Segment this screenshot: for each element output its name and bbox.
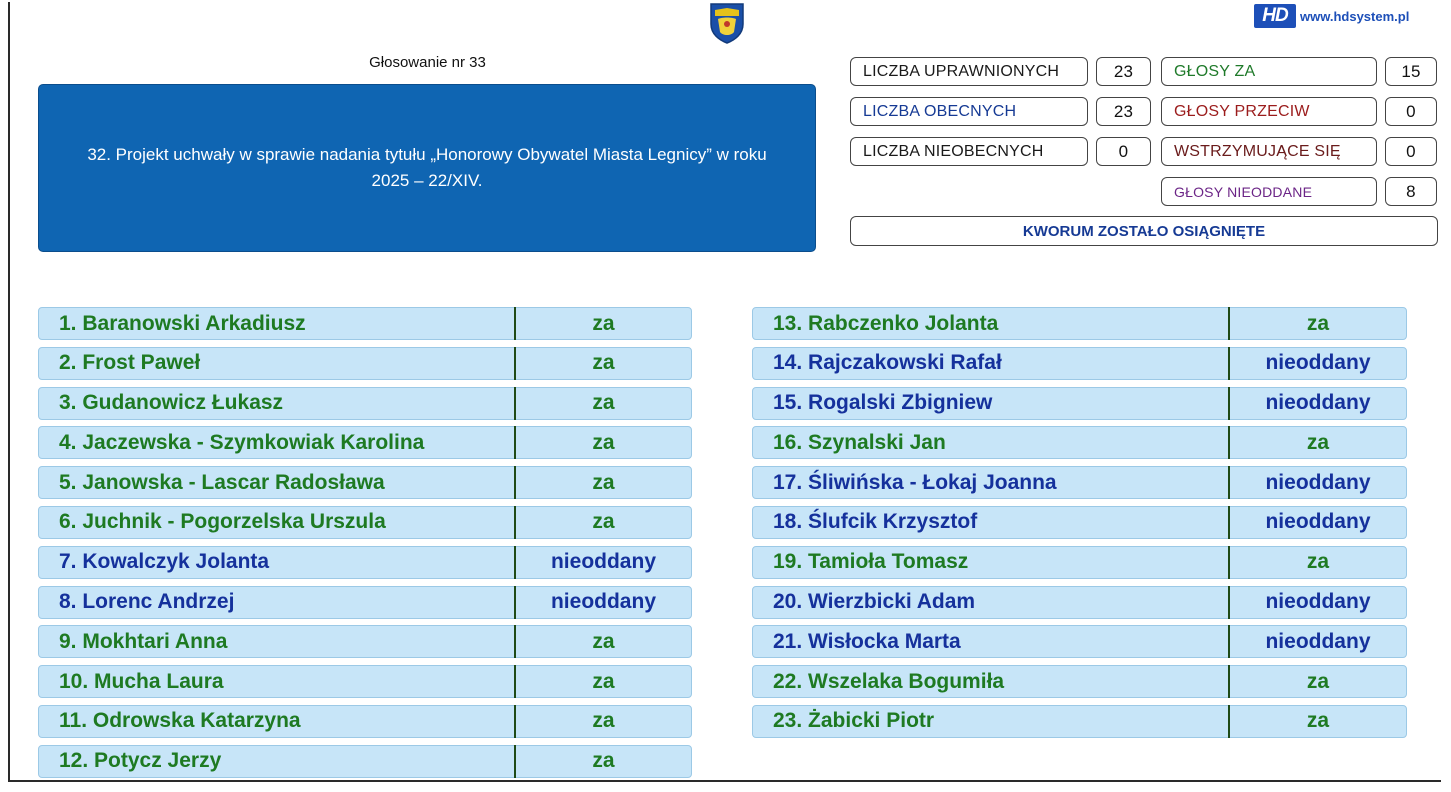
stat-nieoddane-value: 8	[1385, 177, 1437, 206]
voter-vote: za	[592, 470, 615, 494]
stat-nieoddane-label: GŁOSY NIEODDANE	[1161, 177, 1377, 206]
voter-row	[38, 586, 692, 619]
voter-vote: za	[592, 709, 615, 733]
logo-url: www.hdsystem.pl	[1300, 8, 1410, 24]
voter-vote: nieoddany	[550, 550, 656, 574]
voter-vote: za	[1306, 430, 1330, 454]
voter-row	[38, 625, 692, 658]
voter-row	[38, 466, 692, 499]
voter-row	[38, 546, 692, 579]
voter-vote: nieoddany	[1265, 510, 1371, 534]
voter-row	[752, 586, 1407, 619]
hd-logo-mark: HD	[1254, 4, 1296, 28]
voter-vote: za	[592, 510, 615, 534]
voters-column-right	[752, 307, 1407, 745]
voter-vote: nieoddany	[1265, 590, 1371, 614]
stat-nieobecnych-label: LICZBA NIEOBECNYCH	[850, 137, 1088, 166]
voter-name: 4. Jaczewska - Szymkowiak Karolina	[59, 430, 425, 454]
voter-name: 2. Frost Paweł	[59, 351, 201, 375]
stat-wstrzymujace-label: WSTRZYMUJĄCE SIĘ	[1161, 137, 1377, 166]
voter-vote: za	[1306, 550, 1330, 574]
voter-name: 15. Rogalski Zbigniew	[773, 391, 993, 415]
voter-vote: za	[1306, 311, 1330, 335]
voter-vote: nieoddany	[550, 590, 656, 614]
voter-row	[38, 705, 692, 738]
voter-vote: nieoddany	[1265, 351, 1371, 375]
voter-name: 11. Odrowska Katarzyna	[59, 709, 301, 733]
quorum-status: KWORUM ZOSTAŁO OSIĄGNIĘTE	[850, 216, 1438, 246]
voter-row	[752, 625, 1407, 658]
voter-vote: za	[592, 629, 615, 653]
voter-vote: nieoddany	[1265, 391, 1371, 415]
voter-vote: za	[1306, 669, 1330, 693]
stat-przeciw-value: 0	[1385, 97, 1437, 126]
voter-name: 1. Baranowski Arkadiusz	[59, 311, 306, 335]
voter-vote: za	[592, 749, 615, 773]
voter-name: 17. Śliwińska - Łokaj Joanna	[773, 470, 1057, 494]
voter-name: 18. Ślufcik Krzysztof	[773, 510, 978, 534]
voter-row	[38, 506, 692, 539]
voter-vote: za	[592, 311, 615, 335]
voter-row	[752, 506, 1407, 539]
voter-name: 12. Potycz Jerzy	[59, 749, 222, 773]
vote-title: Głosowanie nr 33	[369, 54, 486, 71]
voter-name: 7. Kowalczyk Jolanta	[59, 550, 270, 574]
stat-uprawnionych-value: 23	[1096, 57, 1151, 86]
voter-name: 8. Lorenc Andrzej	[59, 590, 235, 614]
voter-row	[38, 387, 692, 420]
voter-row	[38, 426, 692, 459]
stat-obecnych-label: LICZBA OBECNYCH	[850, 97, 1088, 126]
motion-text: 32. Projekt uchwały w sprawie nadania tytułu „Honorowy Obywatel Miasta Legnicy” w roku 2025 – 22/XIV.	[87, 145, 767, 190]
city-crest-icon	[709, 2, 745, 44]
voter-name: 10. Mucha Laura	[59, 669, 224, 693]
voter-name: 21. Wisłocka Marta	[773, 629, 961, 653]
stat-wstrzymujace-value: 0	[1385, 137, 1437, 166]
voter-name: 5. Janowska - Lascar Radosława	[59, 470, 385, 494]
voter-row	[752, 387, 1407, 420]
voter-name: 23. Żabicki Piotr	[773, 709, 935, 733]
voter-vote: za	[592, 391, 615, 415]
voter-name: 13. Rabczenko Jolanta	[773, 311, 999, 335]
stat-za-value: 15	[1385, 57, 1437, 86]
voter-row	[38, 307, 692, 340]
voter-row	[752, 347, 1407, 380]
voter-row	[752, 705, 1407, 738]
voter-name: 6. Juchnik - Pogorzelska Urszula	[59, 510, 386, 534]
voter-vote: za	[1306, 709, 1330, 733]
voter-name: 9. Mokhtari Anna	[59, 629, 228, 653]
voter-row	[752, 307, 1407, 340]
voter-name: 22. Wszelaka Bogumiła	[773, 669, 1005, 693]
stat-obecnych-value: 23	[1096, 97, 1151, 126]
voter-row	[38, 665, 692, 698]
voter-row	[752, 546, 1407, 579]
voter-row	[752, 426, 1407, 459]
voter-vote: za	[592, 351, 615, 375]
voter-row	[752, 665, 1407, 698]
voter-vote: za	[592, 669, 615, 693]
voter-row	[38, 347, 692, 380]
voter-name: 14. Rajczakowski Rafał	[773, 351, 1002, 375]
voter-name: 16. Szynalski Jan	[773, 430, 946, 454]
voter-row	[752, 466, 1407, 499]
voter-name: 20. Wierzbicki Adam	[773, 590, 976, 614]
voter-vote: za	[592, 430, 615, 454]
stat-za-label: GŁOSY ZA	[1161, 57, 1377, 86]
voters-column-left	[38, 307, 692, 785]
voter-vote: nieoddany	[1265, 470, 1371, 494]
hdsystem-logo	[1254, 4, 1409, 28]
voter-vote: nieoddany	[1265, 629, 1371, 653]
motion-panel	[38, 84, 816, 252]
voter-row	[38, 745, 692, 778]
stat-nieobecnych-value: 0	[1096, 137, 1151, 166]
voter-name: 19. Tamioła Tomasz	[773, 550, 969, 574]
voter-name: 3. Gudanowicz Łukasz	[59, 391, 284, 415]
stat-przeciw-label: GŁOSY PRZECIW	[1161, 97, 1377, 126]
stat-uprawnionych-label: LICZBA UPRAWNIONYCH	[850, 57, 1088, 86]
